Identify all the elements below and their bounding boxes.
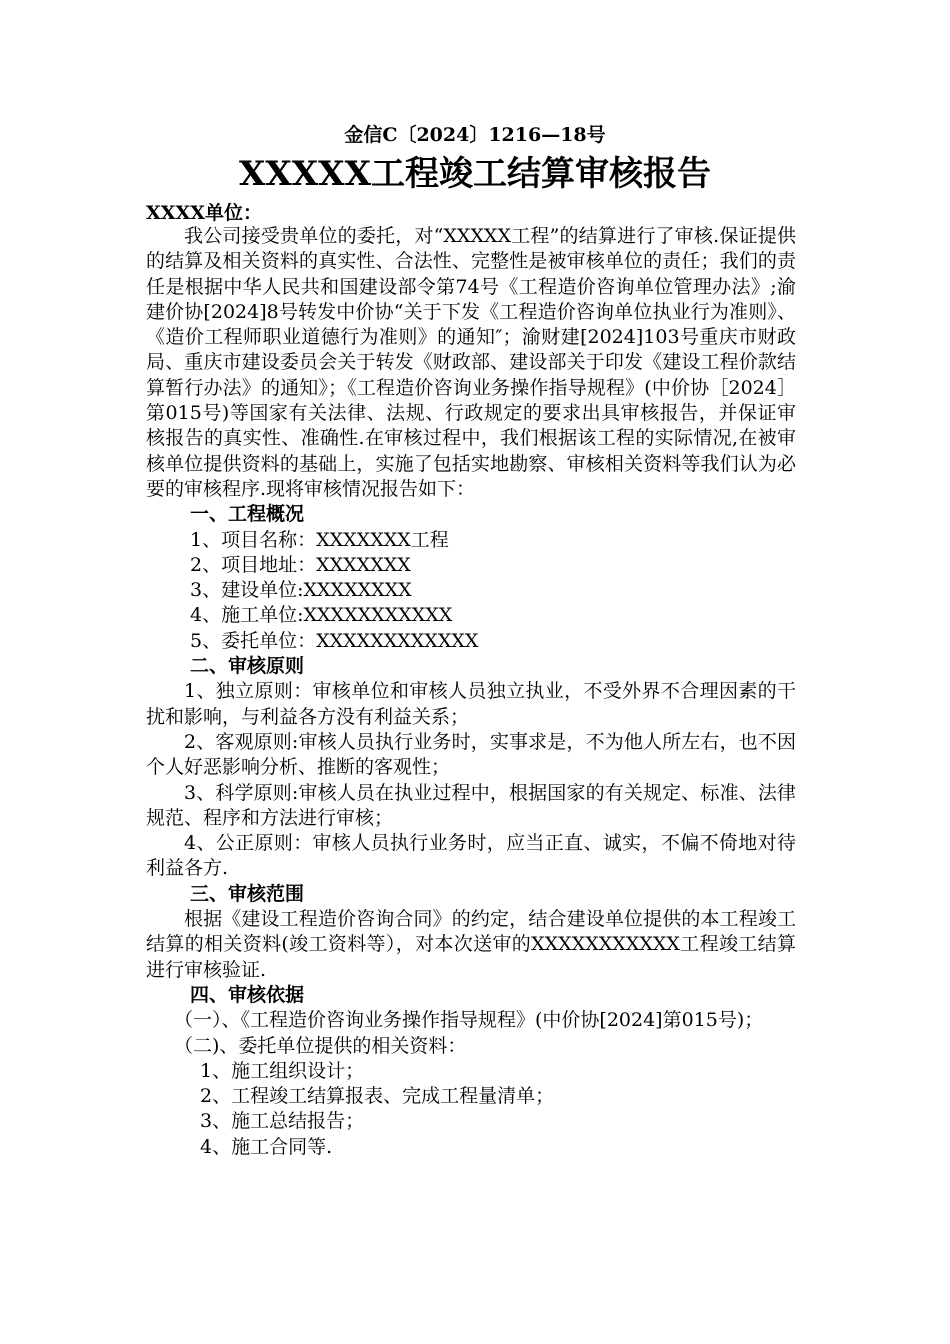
overview-item: 3、建设单位:XXXXXXXX <box>190 579 412 602</box>
overview-item: 1、项目名称：XXXXXXX工程 <box>190 528 449 551</box>
section-heading-scope: 三、审核范围 <box>190 882 305 905</box>
basis-subitem: 1、施工组织设计； <box>200 1059 365 1082</box>
overview-item: 5、委托单位：XXXXXXXXXXXX <box>190 629 479 652</box>
section-heading-principles: 二、审核原则 <box>190 655 305 678</box>
principle-item: 2、客观原则:审核人员执行业务时，实事求是，不为他人所左右，也不因个人好恶影响分析、推断的客观性； <box>146 730 796 779</box>
principle-item: 1、独立原则：审核单位和审核人员独立执业，不受外界不合理因素的干扰和影响，与利益各方没有利益关系； <box>146 680 796 728</box>
basis-item: （二)、委托单位提供的相关资料： <box>174 1034 467 1057</box>
principle-item: 3、科学原则:审核人员在执业过程中，根据国家的有关规定、标准、法律规范、程序和方法进行审核； <box>146 781 796 829</box>
section-heading-overview: 一、工程概况 <box>190 503 305 526</box>
principle-item: 4、公正原则：审核人员执行业务时，应当正直、诚实，不偏不倚地对待利益各方. <box>146 832 796 880</box>
basis-subitem: 3、施工总结报告； <box>200 1110 365 1133</box>
document-number: 金信C〔2024〕1216—18号 <box>344 124 606 146</box>
basis-item: （一）、《工程造价咨询业务操作指导规程》(中价协[2024]第015号)； <box>174 1009 764 1032</box>
basis-subitem: 4、施工合同等. <box>200 1135 333 1158</box>
basis-subitem: 2、工程竣工结算报表、完成工程量清单； <box>200 1085 555 1108</box>
section-heading-basis: 四、审核依据 <box>190 983 305 1006</box>
overview-item: 2、项目地址：XXXXXXX <box>190 553 411 576</box>
document-title: XXXXX工程竣工结算审核报告 <box>239 154 711 194</box>
overview-item: 4、施工单位:XXXXXXXXXXX <box>190 604 453 627</box>
scope-paragraph: 根据《建设工程造价咨询合同》的约定，结合建设单位提供的本工程竣工结算的相关资料(竣工资料等），对本次送审的XXXXXXXXXXX工程竣工结算进行审核验证. <box>146 908 796 981</box>
report-body <box>146 224 796 1160</box>
intro-paragraph: 我公司接受贵单位的委托，对“XXXXX工程”的结算进行了审核.保证提供的结算及相关资料的真实性、合法性、完整性是被审核单位的责任；我们的责任是根据中华人民共和国建设部令第74号《工程造价咨询单位管理办法》;渝建价协[2024]8号转发中价协“关于下发《工程造价咨询单位执业行为准则》、《造价工程师职业道德行为准则》的通知″；渝财建[2024]103号重庆市财政局、重庆市建设委员会关于转发《财政部、建设部关于印发《建设工程价款结算暂行办法》的通知》；《工程造价咨询业务操作指导规程》(中价协［2024］第015号)等国家有关法律、法规、行政规定的要求出具审核报告，并保证审核报告的真实性、准确性.在审核过程中，我们根据该工程的实际情况,在被审核单位提供资料的基础上，实施了包括实地勘察、审核相关资料等我们认为必要的审核程序.现将审核情况报告如下： <box>146 225 796 500</box>
salutation: XXXX单位： <box>146 202 262 224</box>
